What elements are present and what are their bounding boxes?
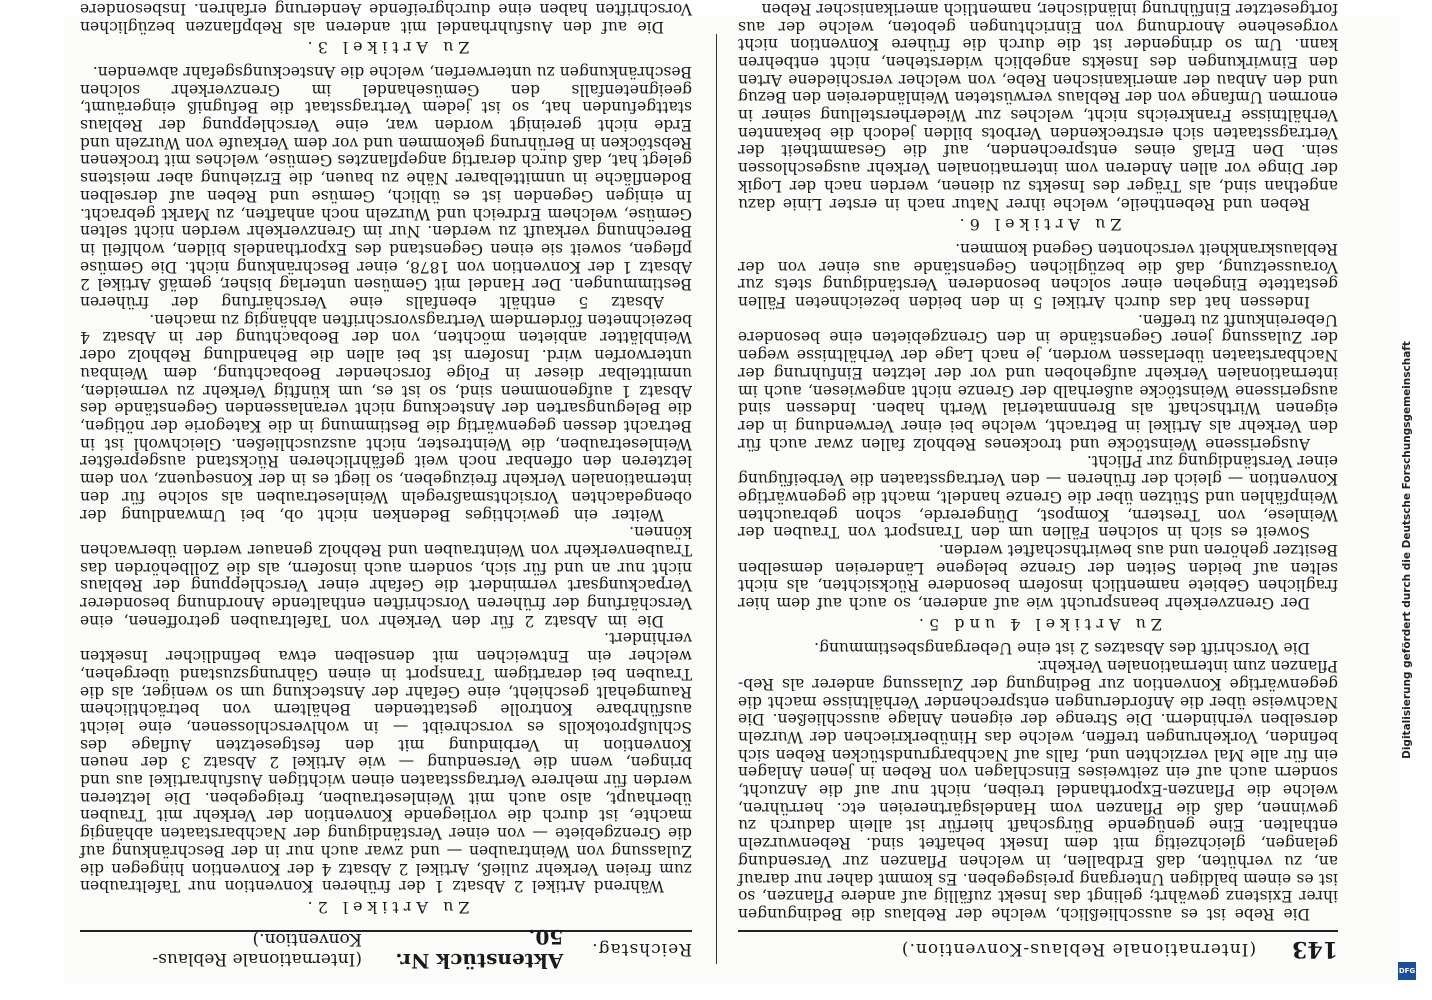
text-column-right xyxy=(80,0,692,922)
paragraph: Die im Absatz 2 für den Verkehr von Tafeltrauben getroffenen, eine Verschärfung der früheren Vorschriften enthaltende Anordnung besonderer Verpackungsart vermindert die Gefahr einer Verschleppung der Reblaus nicht nur an und für sich, sondern auch insofern, als die Zollbehörden das Traubenverkehr von Weintrauben und Rebholz genauer werden überwachen können. xyxy=(80,523,692,630)
section-heading: Zu Artikel 4 und 5. xyxy=(913,614,1163,634)
header-right xyxy=(80,925,692,973)
paragraph: Während Artikel 2 Absatz 1 der früheren Konvention nur Tafeltrauben zum freien Verkehr zuließ, Artikel 2 Absatz 4 der Konvention hingegen die Zulassung von Weintrauben — und zwar auch nur in der Beschränkung auf die Grenzgebiete — von einer Verständigung der Nachbarstaaten abhängig machte, ist durch die vorliegende Konvention der Verkehr mit Trauben überhaupt, also auch mit Weinlesetrauben, freigegeben. Die letzteren werden für mehrere Vertragsstaaten einen wichtigen Ausfuhrartikel aus und bringen, wenn die Versendung — wie Artikel 2 Absatz 3 der neuen Konvention in Verbindung mit den festgesetzten Auflage des Schlußprotokolls es vorschreibt — in wohlverschlossenen, eine leicht ausführbare Kontrolle gestattenden Behältern von beträchtlichem Raumgehalt geschieht, eine Gefahr der Ansteckung um so weniger, als die Trauben bei derartigem Transport in einen Gährungszustand übergehen, welcher ein Entweichen mit denselben etwa befindlicher Insekten verhindert. xyxy=(80,629,692,896)
paragraph: Die Rebe ist es ausschließlich, welche der Reblaus die Bedingungen ihrer Existenz gewährt; gelingt das Insekt zufällig auf andere Pflanzen, so ist es einem baldigen Untergang preisgegeben. Es kommt daher nur darauf an, zu verhüten, daß Erdballen, in welchen Pflanzen zur Versendung gelangen, gleichzeitig mit dem Insekt behaftet sind. Rebenwurzeln enthalten. Eine genügende Bürgschaft hierfür ist allein dadurch zu gewinnen, daß die Pflanzen vom Handelsgärtnereien etc. herrühren, welche die Pflanzen-Exporthandel treiben, nicht nur auf die Anzucht, sondern auch auf ein zeitweises Einschlagen von Reben in jenen Anlagen ein für alle Mal verzichten und, falls auf Nachbargrundstücken Reben sich befinden, Vorkehrungen treffen, welche das Hinüberkriechen der Wurzeln derselben verhindern. Die Strenge der eigenen Anlage ausschließen. Die Nachweise über die Anforderungen entsprechender Verhältnisse macht die gegenwärtige Konvention zur Bedingung der Zulassung anderer als Reb-Pflanzen zum internationalen Verkehr. xyxy=(738,657,1338,923)
digitization-credit xyxy=(1392,120,1422,980)
section-heading: Zu Artikel 3. xyxy=(302,38,470,58)
header-right-suffix: (Internationale Reblaus-Konvention.) xyxy=(152,929,363,969)
header-right-doc: Aktenstück Nr. 50. xyxy=(395,925,564,973)
page-number: 143 xyxy=(1292,936,1338,962)
column-divider xyxy=(716,34,717,964)
header-left xyxy=(738,930,1338,966)
paragraph: Die Vorschrift des Absatzes 2 ist eine Uebergangsbestimmung. xyxy=(814,639,1310,658)
document-sheet xyxy=(64,0,1400,984)
paragraph: Indessen hat das durch Artikel 5 in den beiden bezeichneten Fällen gestattete Eingehen einer solchen besonderen Verständigung stets zur Voraussetzung, daß die bezüglichen Gegenstände aus einer von der Reblauskrankheit verschonten Gegend kommen. xyxy=(738,239,1338,312)
text-column-left xyxy=(738,0,1338,923)
paragraph: Die auf den Ausfuhrhandel mit anderen als Rebpflanzen bezüglichen Vorschriften haben eine durchgreifende Aenderung erfahren. Insbesondere xyxy=(80,0,692,36)
section-heading: Zu Artikel 6. xyxy=(954,215,1122,235)
header-right-title: Reichstag. xyxy=(591,939,692,959)
dfg-logo-icon: DFG xyxy=(1398,962,1416,980)
paragraph: Reben und Rebentheile, welche ihrer Natur nach in erster Linie dazu angethan sind, als Träger des Insekts zu dienen, werden nach der Logik der Dinge vor allen Anderen vom internationalen Verkehr ausgeschlossen sein. Den Erlaß eines entsprechenden, auf die Gesammtheit der Vertragsstaaten sich erstreckenden Verbots bilden jedoch die bekannten Verhältnisse Frankreichs nicht, welches zur Wiederherstellung seiner in enormen Umfange von der Reblaus verwüsteten Weinländereien den Bezug und den Anbau der amerikanischen Rebe, von welcher verschiedene Arten den Einwirkungen des Insekts angeblich widerstehen, nicht entbehren kann. Um so dringender ist die durch die frühere Konvention nicht vorgesehene Anordnung von Einrichtungen geboten, welche der aus fortgesetzter Einführung inländischer, namentlich amerikanischer Reben xyxy=(738,0,1338,213)
header-left-title: (Internationale Reblaus-Konvention.) xyxy=(900,939,1257,959)
paragraph: Absatz 5 enthält ebenfalls eine Verschärfung der früheren Bestimmungen. Der Handel mit Gemüsen unterlag bisher, gemäß Artikel 2 Absatz 1 der Konvention von 1878, einer Beschränkung nicht. Die Gemüse pflegen, soweit sie einen Gegenstand des Exporthandels bilden, wohlfeil in Berechnung verkauft zu werden. Nur im Grenzverkehr werden nicht selten Gemüse, welchem Erdreich und Wurzeln noch anhaften, zu Markt gebracht. In einigen Gegenden ist es üblich, Gemüse und Reben auf derselben Bodenfläche in unmittelbarer Nähe zu bauen, die Erziehung aber meistens gelegt hat, daß durch derartig angepflanztes Gemüse, welches mit trockenen Rebstöcken in Berührung gekommen und vor dem Verkaufe von Wurzeln und Erde nicht gereinigt worden war, eine Verschleppung der Reblaus stattgefunden hat, so ist jedem Vertragsstaat die Befugniß eingeräumt, geeignetenfalls den Gemüsehandel im Grenzverkehr solchen Beschränkungen zu unterwerfen, welche die Ansteckungsgefahr abwenden. xyxy=(80,62,692,312)
paragraph: Ausgerissene Weinstöcke und trockenes Rebholz fallen zwar auch für den Verkehr als Artikel in Betracht, welche bei einer Verwendung in der eigenen Wirthschaft als Brennmaterial Werth haben. Indessen sind ausgerissene Weinstöcke außerhalb der Grenze nicht angewiesen, auch im internationalen Verkehr aufgehoben und vor der letzten Einfuhrung der Nachbarstaaten überlassen worden, je nach Lage der Verhältnisse wegen der Zulassung jener Gegenstände in den Grenzgebieten eine besondere Uebereinkunft zu treffen. xyxy=(738,310,1338,453)
paragraph: Der Grenzverkehr beansprucht wie auf anderen, so auch auf dem hier fraglichen Gebiete namentlich insofern besondere Rücksichten, als nicht selten auf beiden Seiten der Grenze belegene Ländereien demselben Besitzer gehören und aus bewirthschaftet werden. xyxy=(738,540,1338,613)
digitization-credit-text: Digitalisierung gefördert durch die Deutsche Forschungsgemeinschaft xyxy=(1401,341,1414,759)
paragraph: Weiter ein gewichtiges Bedenken nicht ob, bei Umwandlung der obengedachten Vorsichtsmaßregeln Weinlesetrauben als solche für den internationalen Verkehr freizugeben, so liegt es in der Konsequenz, von dem letzteren den offenbar noch weit gefährlicheren Rückstand ausgepreßter Weinlesetrauben, die Weintrester, nicht auszuschließen. Gleichwohl ist in Betracht dessen gegenwärtig die Bestimmung in die Kategorie der nötigen, die Belegungsarten der Ansteckung nicht veranlassenden Gegenstände des Absatz 1 aufgenommen sind, so ist es, um künftig Verkehr zu vermeiden, unmittelbar dieser in Folge forschender Beobachtung, dem Weinbau unterworfen wird. Insofern ist bei allen die Behandlung Rebholz oder Weinblätter anbieten möchten, von der Beobachtung der in Absatz 4 bezeichneten förderndem Vertragsvorschriften abhängig zu machen. xyxy=(80,310,692,524)
section-heading: Zu Artikel 2. xyxy=(302,898,470,917)
paragraph: Soweit es sich in solchen Fällen um den Transport von Trauben der Weinlese, von Trestern, Kompost, Düngererde, schon gebrauchten Weinpfählen und Stützen über die Grenze handelt, macht die gegenwärtige Konvention — gleich der früheren — den Vertragsstaaten die Verbeifügung einer Verständigung zur Pflicht. xyxy=(738,452,1338,542)
